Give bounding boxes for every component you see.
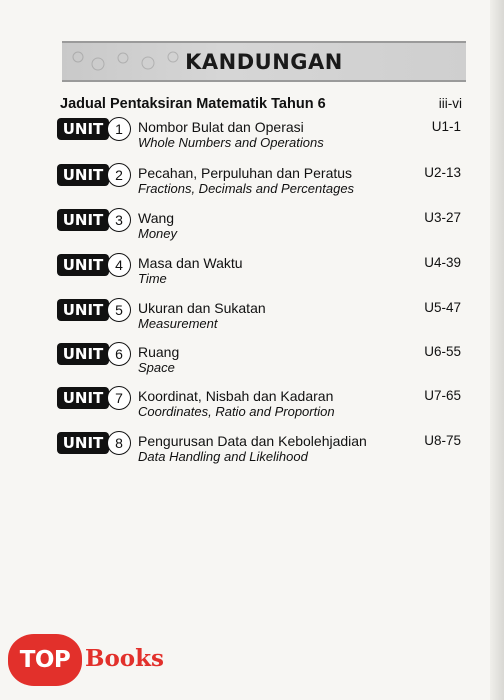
page-title: KANDUNGAN	[185, 50, 343, 74]
unit-badge-label: UNIT	[57, 254, 109, 276]
watermark-books-text: Books	[85, 645, 165, 672]
unit-badge-label: UNIT	[57, 164, 109, 186]
unit-page-number: U5-47	[424, 300, 461, 315]
unit-row[interactable]	[57, 254, 465, 294]
unit-row[interactable]	[57, 432, 465, 472]
unit-page-number: U2-13	[424, 165, 461, 180]
unit-title-english: Fractions, Decimals and Percentages	[138, 181, 355, 196]
unit-title-english: Coordinates, Ratio and Proportion	[138, 404, 335, 419]
assessment-title: Jadual Pentaksiran Matematik Tahun 6	[60, 96, 326, 112]
unit-badge	[57, 164, 131, 186]
unit-row[interactable]	[57, 343, 465, 383]
unit-title-malay: Masa dan Waktu	[138, 255, 243, 271]
unit-title-malay: Ukuran dan Sukatan	[138, 300, 266, 316]
unit-number: 4	[107, 253, 131, 277]
unit-badge-label: UNIT	[57, 209, 109, 231]
unit-title-malay: Nombor Bulat dan Operasi	[138, 119, 304, 135]
unit-number: 7	[107, 386, 131, 410]
watermark-top-badge: TOP	[8, 634, 82, 686]
unit-badge	[57, 432, 131, 454]
unit-row[interactable]	[57, 209, 465, 249]
page-edge-shadow	[490, 0, 504, 700]
topbooks-watermark	[0, 625, 200, 700]
unit-number: 6	[107, 342, 131, 366]
unit-title-malay: Koordinat, Nisbah dan Kadaran	[138, 388, 334, 404]
unit-badge-label: UNIT	[57, 299, 109, 321]
unit-badge	[57, 387, 131, 409]
unit-page-number: U3-27	[424, 210, 461, 225]
unit-title-english: Money	[138, 226, 178, 241]
assessment-entry[interactable]	[60, 96, 462, 112]
unit-badge-label: UNIT	[57, 387, 109, 409]
unit-badge	[57, 209, 131, 231]
unit-title-malay: Pecahan, Perpuluhan dan Peratus	[138, 165, 353, 181]
unit-row[interactable]	[57, 164, 465, 204]
unit-row[interactable]	[57, 387, 465, 427]
unit-title-english: Time	[138, 271, 167, 286]
unit-badge	[57, 299, 131, 321]
contents-banner	[62, 41, 466, 82]
unit-title-english: Space	[138, 360, 175, 375]
unit-title-malay: Ruang	[138, 344, 180, 360]
unit-badge-label: UNIT	[57, 432, 109, 454]
unit-row[interactable]	[57, 118, 465, 158]
unit-number: 1	[107, 117, 131, 141]
unit-badge	[57, 254, 131, 276]
unit-badge-label: UNIT	[57, 118, 109, 140]
unit-title-english: Whole Numbers and Operations	[138, 135, 324, 150]
unit-page-number: U6-55	[424, 344, 461, 359]
unit-number: 8	[107, 431, 131, 455]
unit-title-english: Measurement	[138, 316, 218, 331]
assessment-pages: iii-vi	[438, 96, 462, 111]
unit-badge	[57, 118, 131, 140]
unit-page-number: U8-75	[424, 433, 461, 448]
unit-title-malay: Wang	[138, 210, 175, 226]
unit-title-malay: Pengurusan Data dan Kebolehjadian	[138, 433, 367, 449]
unit-page-number: U1-1	[431, 119, 461, 134]
unit-page-number: U4-39	[424, 255, 461, 270]
unit-number: 3	[107, 208, 131, 232]
unit-badge	[57, 343, 131, 365]
unit-title-english: Data Handling and Likelihood	[138, 449, 308, 464]
unit-number: 2	[107, 163, 131, 187]
unit-page-number: U7-65	[424, 388, 461, 403]
unit-row[interactable]	[57, 299, 465, 339]
unit-number: 5	[107, 298, 131, 322]
unit-badge-label: UNIT	[57, 343, 109, 365]
